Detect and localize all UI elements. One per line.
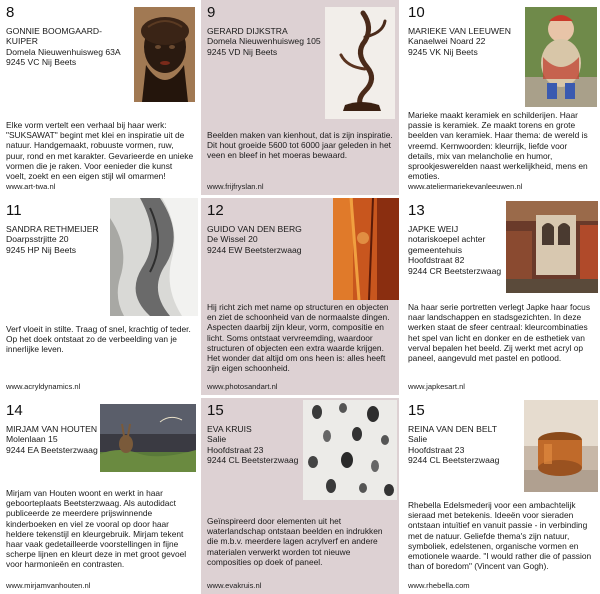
artist-city: 9245 VC Nij Beets	[6, 57, 77, 68]
artist-website-link[interactable]: www.rhebella.com	[408, 581, 470, 590]
artist-card-9	[201, 0, 399, 195]
artist-city: 9244 EA Beetsterzwaag	[6, 444, 98, 455]
artist-name: GONNIE BOOMGAARD-KUIPER	[6, 26, 102, 47]
artist-description: Verf vloeit in stilte. Traag of snel, krachtig of teder. Op het doek ontstaat zo de verbeelding van je innerlijke leven.	[6, 324, 191, 355]
card-address-block	[207, 26, 337, 57]
ceramic-figure-sculpture-image	[525, 7, 597, 107]
artist-website-link[interactable]: www.mirjamvanhouten.nl	[6, 581, 91, 590]
artist-address: De Wissel 20	[207, 234, 258, 245]
artist-city: 9245 HP Nij Beets	[6, 244, 77, 255]
artist-website-link[interactable]: www.art-twa.nl	[6, 182, 56, 191]
card-address-block	[207, 424, 307, 466]
artist-card-11	[0, 198, 198, 395]
card-address-block	[6, 224, 110, 255]
artist-city: 9244 EW Beetsterzwaag	[207, 244, 302, 255]
artist-card-13	[402, 198, 600, 395]
artist-description: Na haar serie portretten verlegt Japke haar focus naar landschappen en stadsgezichten. In deze werken staat de sfeer centraal: kleurcombinaties het spel van licht en donker en de esthetiek van verval bepalen het beeld. Zij werkt met acryl op paneel, aangevuld met pastel en potlood.	[408, 302, 591, 364]
artist-card-15-reina	[402, 398, 600, 594]
orange-texture-photo-image	[333, 198, 399, 300]
artist-card-8	[0, 0, 198, 195]
artist-address: Molenlaan 15	[6, 434, 58, 445]
card-address-block	[408, 26, 528, 57]
artist-description: Marieke maakt keramiek en schilderijen. Haar passie is keramiek. Ze maakt torens en grote beelden van keramiek. Haar thema: de wereld is vreemd. Kernwoorden: kleurrijk, liefde voor details, mix van melancholie en humor, sprookjeswerelden naast werkelijkheid, mens en emoties.	[408, 110, 588, 182]
artist-description: Mirjam van Houten woont en werkt in haar geboorteplaats Beetsterzwaag. Als autodidact publiceerde ze meerdere prijswinnende kinderboeken en viel ze vooral op door haar heldere tekenstijl en kleurgebruik. Mirjam tekent haar vaak gedetailleerde voorstellingen in fijne scherpe lijnen en kleurt deze in met groot gevoel voor harmonieën en contrasten.	[6, 488, 187, 570]
card-address-block	[408, 224, 506, 276]
artist-card-15-eva	[201, 398, 399, 594]
card-number: 12	[207, 202, 224, 219]
artist-name: GUIDO VAN DEN BERG	[207, 224, 302, 234]
artist-description: Beelden maken van kienhout, dat is zijn inspiratie. Dit hout groeide 5600 tot 6000 jaar geleden in het veen en bleef in het moeras bewaard.	[207, 130, 393, 161]
artist-card-10	[402, 0, 600, 195]
hare-illustration-image	[100, 404, 196, 472]
artist-website-link[interactable]: www.photosandart.nl	[207, 382, 278, 391]
artist-description: Elke vorm vertelt een verhaal bij haar werk: "SUKSAWAT" begint met klei en inspiratie uit de natuur. Handgemaakt, robuuste vormen, ruw, puur, rond en met karakter. Gevarieerde en unieke vormen die je raken. Voor eenieder die kunst voelt, zoekt en een eigen stijl wil omarmen!	[6, 120, 194, 182]
artist-name: EVA KRUIS	[207, 424, 252, 434]
artist-website-link[interactable]: www.japkesart.nl	[408, 382, 465, 391]
card-address-block	[6, 26, 128, 68]
copper-bracelet-photo-image	[524, 400, 598, 492]
artist-city: 9244 CL Beetsterzwaag	[207, 455, 299, 466]
artist-address: Domela Nieuwenhuisweg 105	[207, 36, 321, 47]
artist-name: REINA VAN DEN BELT	[408, 424, 497, 434]
artist-website-link[interactable]: www.frijfryslan.nl	[207, 182, 264, 191]
artist-city: 9245 VK Nij Beets	[408, 46, 478, 57]
card-number: 11	[6, 202, 22, 219]
card-number: 14	[6, 402, 23, 419]
card-number: 13	[408, 202, 425, 219]
card-number: 8	[6, 4, 15, 21]
artist-address: Kanaelwei Noard 22	[408, 36, 486, 47]
card-number: 10	[408, 4, 425, 21]
artist-description: Rhebella Edelsmederij voor een ambachtelijk sieraad met betekenis. Ideeën voor sieraden ontstaan intuïtief en vanuit passie - in verbinding met de natuur. Geliefde thema's zijn natuur, symboliek, edelstenen, organische vormen en emotionele waarde. "I would rather die of passion than of boredom" (Vincent van Gogh).	[408, 500, 592, 572]
card-number: 15	[408, 402, 425, 419]
artist-address: Hoofdstraat 23	[408, 444, 465, 455]
artist-name: GERARD DIJKSTRA	[207, 26, 288, 36]
artist-website-link[interactable]: www.evakruis.nl	[207, 581, 262, 590]
artist-address: Hoofdstraat 82	[408, 255, 465, 266]
card-address-block	[408, 424, 526, 466]
artist-description: Hij richt zich met name op structuren en objecten en ziet de schoonheid van de normaalste dingen. Aspecten daarbij zijn kleur, vorm, compositie en licht. Soms ontstaat vervreemding, waardoor structuren of objecten een extra waarde krijgen. Het wonder dat altijd om ons heen is: alles heeft zijn eigen schoonheid.	[207, 302, 390, 374]
artist-city: 9244 CR Beetsterzwaag	[408, 265, 502, 276]
artist-card-14	[0, 398, 198, 594]
artist-address: Doarpsstrjitte 20	[6, 234, 69, 245]
artist-extra: Salie	[408, 434, 428, 445]
artist-name: SANDRA RETHMEIJER	[6, 224, 99, 234]
artist-city: 9244 CL Beetsterzwaag	[408, 455, 500, 466]
artist-name: MIRJAM VAN HOUTEN	[6, 424, 98, 434]
card-number: 9	[207, 4, 216, 21]
artist-website-link[interactable]: www.acryldynamics.nl	[6, 382, 81, 391]
artist-name: MARIEKE VAN LEEUWEN	[408, 26, 511, 36]
artist-city: 9245 VD Nij Beets	[207, 46, 278, 57]
fluid-acrylic-painting-image	[110, 198, 198, 316]
abstract-dots-painting-image	[303, 400, 397, 500]
artist-extra: notariskoepel achter gemeentehuis	[408, 234, 486, 255]
card-address-block	[207, 224, 327, 255]
artist-address: Domela Nieuwenhuisweg 63A	[6, 46, 121, 57]
building-painting-image	[506, 201, 598, 293]
artist-card-12	[201, 198, 399, 395]
card-number: 15	[207, 402, 224, 419]
artist-name: JAPKE WEIJ	[408, 224, 459, 234]
artist-address: Hoofdstraat 23	[207, 444, 264, 455]
artist-website-link[interactable]: www.ateliermariekevanleeuwen.nl	[408, 182, 523, 191]
ceramic-head-sculpture-image	[134, 7, 195, 102]
artist-description: Geïnspireerd door elementen uit het waterlandschap ontstaan beelden en indrukken die m.b.v. meerdere lagen acrylverf en andere materialen verwerkt worden tot nieuwe composities op doek of paneel.	[207, 516, 383, 567]
artist-extra: Salie	[207, 434, 227, 445]
bog-wood-sculpture-image	[325, 7, 395, 119]
